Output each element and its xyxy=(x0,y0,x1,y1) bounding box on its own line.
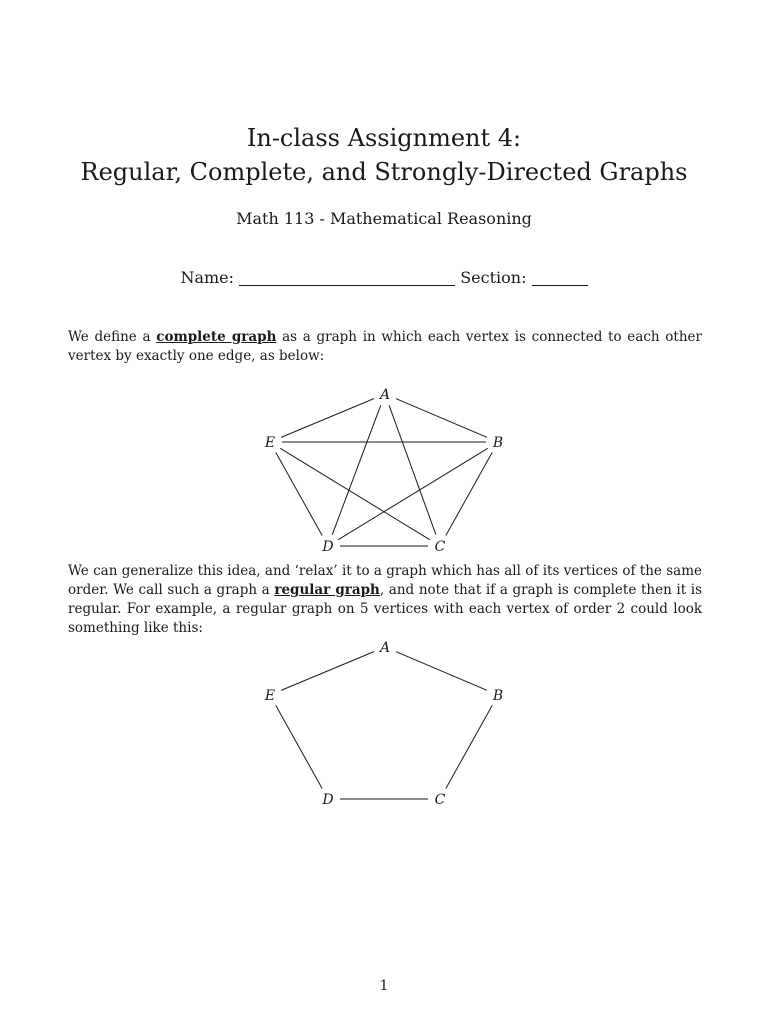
title-line-2: Regular, Complete, and Strongly-Directed Graphs xyxy=(80,158,688,186)
complete-graph-diagram xyxy=(0,380,768,560)
para2-text-end: , and note that if a graph is complete then it is regular. For example, a regular graph on 5 vertices with each vertex of order 2 could look something like this: xyxy=(68,582,703,636)
course-name: Math 113 - Mathematical Reasoning xyxy=(236,209,532,228)
regular-graph-edge-DE xyxy=(276,705,322,788)
regular-graph-vertex-E: E xyxy=(264,688,276,704)
document-title xyxy=(0,121,768,189)
regular-graph-vertex-C: C xyxy=(434,792,446,808)
name-blank xyxy=(239,271,455,286)
term-complete-graph: complete graph xyxy=(156,329,277,345)
regular-graph-diagram xyxy=(0,633,768,813)
complete-graph-edge-AE xyxy=(281,399,374,438)
paragraph-regular-graph xyxy=(68,562,702,638)
para1-text-start: We define a xyxy=(68,329,157,345)
complete-graph-vertex-D: D xyxy=(322,539,334,555)
complete-graph-edge-DE xyxy=(276,452,322,535)
section-blank xyxy=(532,271,588,286)
regular-graph-edge-AB xyxy=(396,652,487,691)
complete-graph-edge-AC xyxy=(389,405,436,534)
regular-graph-edge-EA xyxy=(281,652,374,691)
complete-graph-vertex-A: A xyxy=(379,387,391,403)
paragraph-complete-graph xyxy=(68,328,702,366)
complete-graph-edge-CE xyxy=(280,448,430,539)
name-label: Name: xyxy=(180,268,235,287)
term-regular-graph: regular graph xyxy=(274,582,380,598)
page-number: 1 xyxy=(379,978,389,994)
complete-graph-edge-BC xyxy=(446,452,492,535)
regular-graph-vertex-B: B xyxy=(492,688,504,704)
complete-graph-vertex-E: E xyxy=(264,435,276,451)
complete-graph-edge-AD xyxy=(332,405,381,535)
regular-graph-edge-BC xyxy=(446,705,492,788)
para2-text-start: We call such a graph a xyxy=(113,582,275,598)
regular-graph-vertex-A: A xyxy=(379,640,391,656)
name-section-row xyxy=(0,268,768,287)
regular-graph-vertex-D: D xyxy=(322,792,334,808)
complete-graph-vertex-C: C xyxy=(434,539,446,555)
complete-graph-vertex-B: B xyxy=(492,435,504,451)
para1-text-end: as a graph in which each vertex is connected to each other vertex by exactly one edge, as below: xyxy=(68,329,702,364)
section-label: Section: xyxy=(460,268,527,287)
para2-line-1: We can generalize this idea, and ‘relax’ it to a graph which has all of its vertices of the same order. xyxy=(68,563,702,598)
title-line-1: In-class Assignment 4: xyxy=(246,124,522,152)
complete-graph-edge-AB xyxy=(396,399,487,438)
complete-graph-edge-BD xyxy=(338,448,488,539)
